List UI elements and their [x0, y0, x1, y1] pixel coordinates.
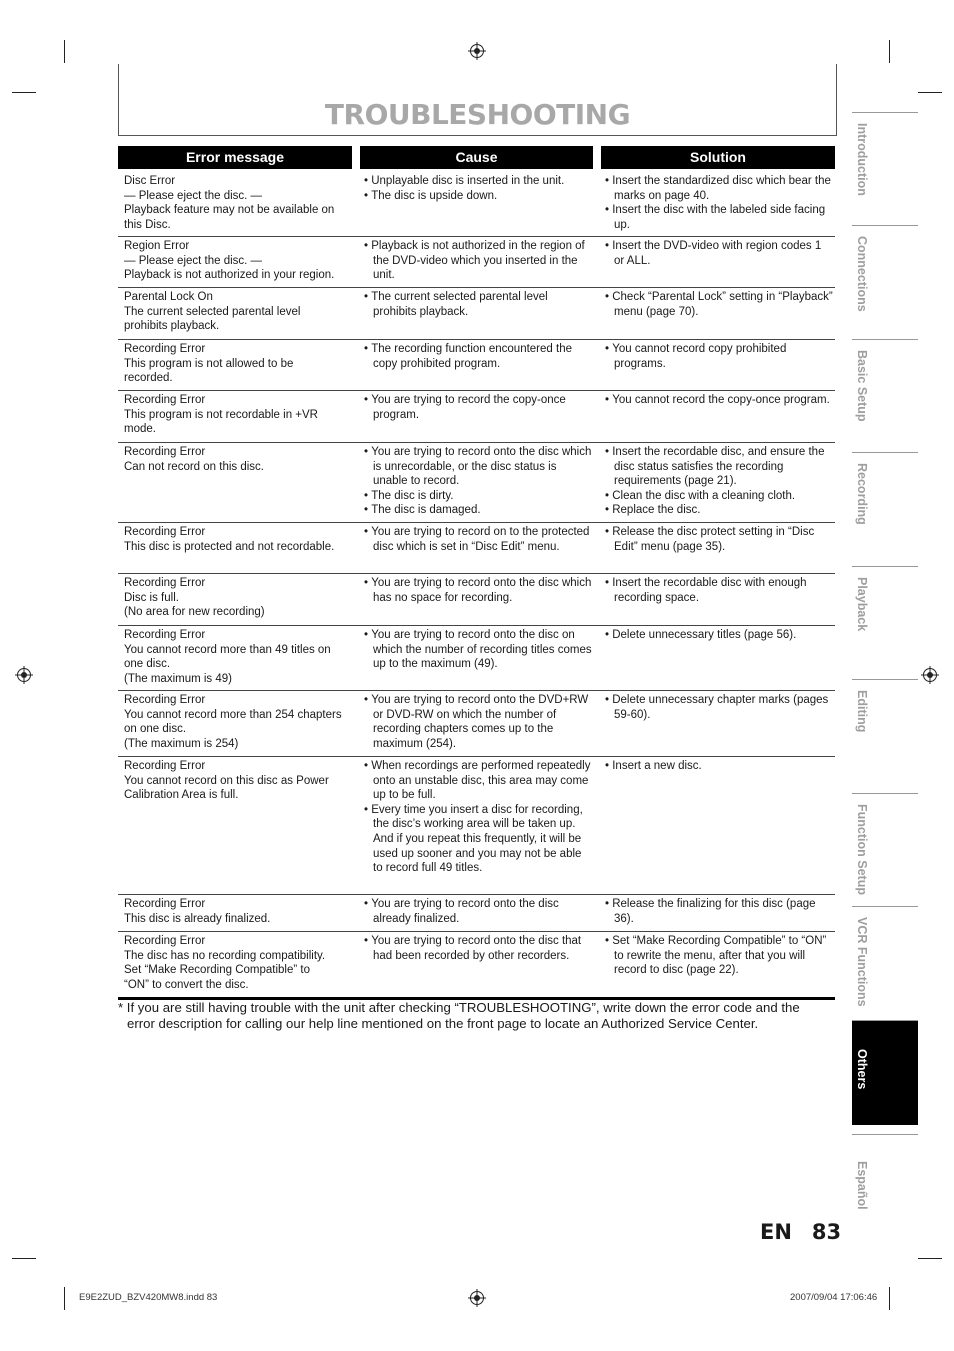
solution-cell: • Insert the recordable disc, and ensure the disc status satisfies the recording requirements (page 21). • Clean the disc with a cleaning cloth. • Replace the disc. — [605, 445, 833, 518]
slug-filename: E9E2ZUD_BZV420MW8.indd 83 — [79, 1292, 218, 1303]
solution-cell: • Release the finalizing for this disc (page 36). — [605, 897, 833, 926]
error-message-cell: Recording Error This disc is protected and not recordable. — [124, 526, 335, 553]
tab-playback[interactable]: Playback — [852, 566, 918, 668]
troubleshooting-table — [118, 172, 835, 1000]
registration-mark-icon — [470, 1291, 484, 1305]
table-row — [118, 172, 835, 237]
table-row — [118, 237, 835, 288]
cause-cell: • You are trying to record onto the disc which is unrecordable, or the disc status is unable to record. • The disc is dirty. • The disc is damaged. — [364, 445, 592, 518]
solution-cell: • Insert a new disc. — [605, 759, 833, 774]
registration-mark-icon — [17, 668, 31, 682]
error-message-cell: Recording Error The disc has no recording compatibility. Set “Make Recording Compatible” to “ON” to convert the disc. — [124, 935, 326, 991]
solution-cell: • Release the disc protect setting in “Disc Edit” menu (page 35). — [605, 525, 833, 554]
cause-cell: • You are trying to record the copy-once program. — [364, 393, 592, 422]
solution-cell: • Insert the DVD-video with region codes 1 or ALL. — [605, 239, 833, 268]
table-row — [118, 340, 835, 391]
crop-mark — [918, 1258, 942, 1259]
solution-cell: • You cannot record copy prohibited programs. — [605, 342, 833, 371]
table-row — [118, 523, 835, 574]
error-message-cell: Parental Lock On The current selected parental level prohibits playback. — [124, 291, 301, 333]
cause-cell: • You are trying to record onto the DVD+RW or DVD-RW on which the number of recording chapters comes up to the maximum (254). — [364, 693, 592, 751]
tab-recording[interactable]: Recording — [852, 452, 918, 554]
table-row — [118, 932, 835, 1000]
crop-mark — [64, 1287, 65, 1310]
page-lang-label: EN — [760, 1220, 792, 1244]
solution-cell: • Insert the standardized disc which bear the marks on page 40. • Insert the disc with the labeled side facing up. — [605, 174, 833, 232]
page-number — [760, 1220, 841, 1244]
table-row — [118, 757, 835, 895]
tab-function-setup[interactable]: Function Setup — [852, 793, 918, 895]
cause-cell: • You are trying to record onto the disc that had been recorded by other recorders. — [364, 934, 592, 963]
cause-cell: • When recordings are performed repeatedly onto an unstable disc, this area may come up to be full. • Every time you insert a disc for recording, the disc’s working area will be taken up. And if you repeat this frequently, it will be used up sooner and you may not be able to record full 49 titles. — [364, 759, 592, 876]
tab-editing[interactable]: Editing — [852, 679, 918, 781]
cause-cell: • The current selected parental level prohibits playback. — [364, 290, 592, 319]
solution-cell: • You cannot record the copy-once program. — [605, 393, 833, 408]
header-cause: Cause — [360, 146, 593, 169]
tab-connections[interactable]: Connections — [852, 225, 918, 327]
registration-mark-icon — [470, 44, 484, 58]
tab-vcr-functions[interactable]: VCR Functions — [852, 906, 918, 1008]
table-row — [118, 574, 835, 626]
tab-others[interactable]: Others — [852, 1020, 918, 1125]
header-solution: Solution — [601, 146, 835, 169]
slug-date: 2007/09/04 17:06:46 — [790, 1292, 878, 1303]
crop-mark — [889, 40, 890, 63]
registration-mark-icon — [923, 668, 937, 682]
page-title: TROUBLESHOOTING — [324, 98, 631, 131]
error-message-cell: Region Error — Please eject the disc. — Playback is not authorized in your region. — [124, 240, 335, 282]
error-message-cell: Recording Error You cannot record more than 254 chapters on one disc. (The maximum is 254) — [124, 694, 342, 750]
error-message-cell: Disc Error — Please eject the disc. — Playback feature may not be available on this Disc. — [124, 175, 335, 231]
error-message-cell: Recording Error You cannot record more than 49 titles on one disc. (The maximum is 49) — [124, 629, 331, 685]
table-row — [118, 288, 835, 340]
solution-cell: • Set “Make Recording Compatible” to “ON” to rewrite the menu, after that you will record to disc (page 22). — [605, 934, 833, 978]
table-row — [118, 691, 835, 757]
cause-cell: • You are trying to record onto the disc already finalized. — [364, 897, 592, 926]
solution-cell: • Check “Parental Lock” setting in “Playback” menu (page 70). — [605, 290, 833, 319]
table-row — [118, 895, 835, 932]
crop-mark — [918, 92, 942, 93]
cause-cell: • You are trying to record onto the disc which has no space for recording. — [364, 576, 592, 605]
error-message-cell: Recording Error You cannot record on this disc as Power Calibration Area is full. — [124, 760, 329, 802]
cause-cell: • Playback is not authorized in the region of the DVD-video which you inserted in the unit. — [364, 239, 592, 283]
error-message-cell: Recording Error Can not record on this disc. — [124, 446, 264, 473]
table-row — [118, 391, 835, 443]
crop-mark — [12, 92, 36, 93]
table-row — [118, 626, 835, 691]
error-message-cell: Recording Error Disc is full. (No area for new recording) — [124, 577, 265, 619]
footnote: * If you are still having trouble with the unit after checking “TROUBLESHOOTING”, write down the error code and the error description for calling our help line mentioned on the front page to locate an Authorized Service Center. — [118, 1000, 800, 1031]
cause-cell: • Unplayable disc is inserted in the unit. • The disc is upside down. — [364, 174, 592, 203]
header-error-message: Error message — [118, 146, 352, 169]
table-row — [118, 443, 835, 523]
error-message-cell: Recording Error This program is not allowed to be recorded. — [124, 343, 294, 385]
error-message-cell: Recording Error This program is not recordable in +VR mode. — [124, 394, 318, 436]
error-message-cell: Recording Error This disc is already finalized. — [124, 898, 271, 925]
cause-cell: • You are trying to record onto the disc on which the number of recording titles comes up to the maximum (49). — [364, 628, 592, 672]
title-frame — [118, 64, 837, 136]
crop-mark — [889, 1287, 890, 1310]
solution-cell: • Delete unnecessary titles (page 56). — [605, 628, 833, 643]
tab-espanol[interactable]: Español — [852, 1134, 918, 1238]
page-number-value: 83 — [811, 1220, 842, 1244]
crop-mark — [64, 40, 65, 63]
solution-cell: • Delete unnecessary chapter marks (pages 59-60). — [605, 693, 833, 722]
solution-cell: • Insert the recordable disc with enough recording space. — [605, 576, 833, 605]
cause-cell: • The recording function encountered the copy prohibited program. — [364, 342, 592, 371]
tab-introduction[interactable]: Introduction — [852, 112, 918, 214]
tab-basic-setup[interactable]: Basic Setup — [852, 339, 918, 441]
cause-cell: • You are trying to record on to the protected disc which is set in “Disc Edit” menu. — [364, 525, 592, 554]
crop-mark — [12, 1258, 36, 1259]
